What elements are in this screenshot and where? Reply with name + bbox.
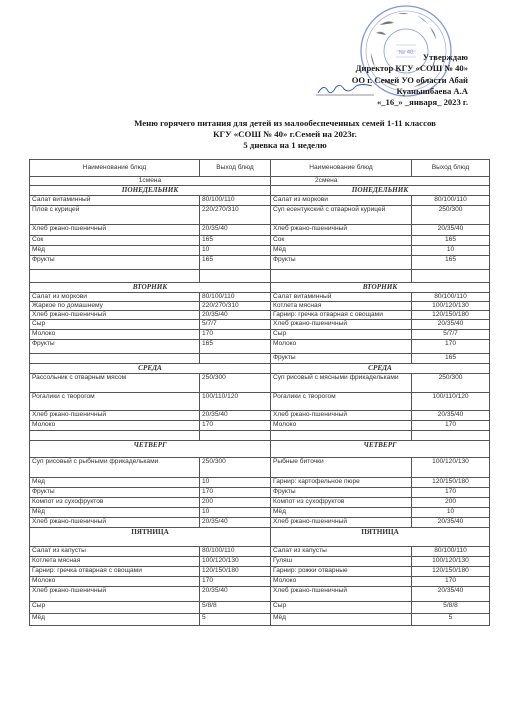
dish-right: Сок — [271, 236, 412, 246]
portion-right: 170 — [412, 421, 490, 431]
day-label-right: СРЕДА — [271, 364, 490, 374]
table-row — [30, 478, 490, 488]
table-row — [30, 354, 490, 364]
dish-left: Жаркое по домашнему — [30, 302, 200, 311]
menu-table — [29, 159, 490, 626]
table-row — [30, 498, 490, 508]
dish-left: Суп рисовый с рыбными фрикадельками — [30, 458, 200, 478]
dish-left — [30, 354, 200, 364]
portion-left: 80/100/110 — [200, 293, 271, 302]
dish-right: Хлеб ржано-пшеничный — [271, 225, 412, 236]
dish-right: Фрукты — [271, 256, 412, 270]
day-label-right: ЧЕТВЕРГ — [271, 441, 490, 458]
portion-right: 250/300 — [412, 374, 490, 393]
table-row — [30, 547, 490, 557]
day-row — [30, 441, 490, 458]
table-row — [30, 393, 490, 411]
dish-right: Суп рисовый с мясными фрикадельками — [271, 374, 412, 393]
dish-left: Мёд — [30, 614, 200, 626]
dish-right: Салат из капусты — [271, 547, 412, 557]
director-name: Куанышбаева А.А — [396, 85, 468, 96]
portion-left: 220/270/310 — [200, 206, 271, 225]
portion-left: 20/35/40 — [200, 518, 271, 528]
portion-left — [200, 354, 271, 364]
dish-right: Мёд — [271, 614, 412, 626]
dish-left: Котлета мясная — [30, 557, 200, 567]
portion-left: 170 — [200, 421, 271, 431]
dish-left: Хлеб ржано-пшеничный — [30, 411, 200, 421]
portion-right: 20/35/40 — [412, 518, 490, 528]
portion-left: 80/100/110 — [200, 547, 271, 557]
portion-left: 165 — [200, 256, 271, 270]
dish-left: Хлеб ржано-пшеничный — [30, 311, 200, 320]
approval-signature-line — [298, 86, 468, 97]
portion-right: 10 — [412, 246, 490, 256]
blank-row — [30, 431, 490, 441]
day-label-left: СРЕДА — [30, 364, 271, 374]
portion-right: 5/8/8 — [412, 602, 490, 614]
blank-row — [30, 270, 490, 283]
dish-left: Молоко — [30, 577, 200, 587]
portion-right: 120/150/180 — [412, 567, 490, 577]
dish-left: Салат из капусты — [30, 547, 200, 557]
approval-line-1: Утверждаю — [422, 52, 468, 62]
portion-right: 20/35/40 — [412, 320, 490, 330]
dish-left: Салат витаминный — [30, 196, 200, 206]
dish-right: Гарнир: гречка отварная с овощами — [271, 311, 412, 320]
menu-table-body — [30, 160, 490, 626]
table-row — [30, 614, 490, 626]
portion-right: 80/100/110 — [412, 196, 490, 206]
table-row — [30, 518, 490, 528]
portion-left: 80/100/110 — [200, 196, 271, 206]
portion-left: 165 — [200, 340, 271, 354]
table-row — [30, 330, 490, 340]
portion-right: 100/120/130 — [412, 557, 490, 567]
blank-cell — [30, 270, 200, 283]
portion-left: 5/8/8 — [200, 602, 271, 614]
dish-left: Фрукты — [30, 488, 200, 498]
dish-left: Фрукты — [30, 340, 200, 354]
dish-left: Гарнир: гречка отварная с овощами — [30, 567, 200, 577]
portion-right: 120/150/180 — [412, 478, 490, 488]
portion-right: 20/35/40 — [412, 225, 490, 236]
table-row — [30, 320, 490, 330]
dish-right: Молоко — [271, 421, 412, 431]
portion-right: 165 — [412, 236, 490, 246]
portion-left: 165 — [200, 236, 271, 246]
dish-left: Мед — [30, 478, 200, 488]
svg-text:№ 40: № 40 — [398, 50, 414, 56]
portion-left: 170 — [200, 488, 271, 498]
dish-left: Сыр — [30, 320, 200, 330]
portion-right: 20/35/40 — [412, 411, 490, 421]
portion-left: 120/150/180 — [200, 567, 271, 577]
day-label-left: ВТОРНИК — [30, 283, 271, 293]
day-row — [30, 528, 490, 547]
dish-left: Рогалики с творогом — [30, 393, 200, 411]
dish-right: Котлета мясная — [271, 302, 412, 311]
approval-line-2: Директор КГУ «СОШ № 40» — [355, 63, 468, 74]
dish-right: Рыбные биточки — [271, 458, 412, 478]
dish-right: Молоко — [271, 577, 412, 587]
document-title — [40, 118, 510, 151]
dish-right: Компот из сухофруктов — [271, 498, 412, 508]
portion-right: 100/110/120 — [412, 393, 490, 411]
header-portion-left: Выход блюд — [200, 160, 271, 177]
dish-left: Сок — [30, 236, 200, 246]
dish-right: Гуляш — [271, 557, 412, 567]
dish-left: Хлеб ржано-пшеничный — [30, 587, 200, 602]
blank-cell — [30, 431, 200, 441]
portion-right: 100/120/130 — [412, 458, 490, 478]
table-row — [30, 488, 490, 498]
dish-left: Плов с курицей — [30, 206, 200, 225]
table-row — [30, 557, 490, 567]
dish-right: Хлеб ржано-пшеничный — [271, 320, 412, 330]
dish-right: Молоко — [271, 340, 412, 354]
portion-right: 20/35/40 — [412, 587, 490, 602]
handwritten-signature — [316, 83, 376, 97]
dish-left: Сыр — [30, 602, 200, 614]
portion-left: 250/300 — [200, 458, 271, 478]
table-row — [30, 302, 490, 311]
table-row — [30, 256, 490, 270]
dish-left: Хлеб ржано-пшеничный — [30, 225, 200, 236]
table-row — [30, 340, 490, 354]
table-row — [30, 587, 490, 602]
table-row — [30, 567, 490, 577]
day-row — [30, 283, 490, 293]
table-row — [30, 293, 490, 302]
dish-right: Фрукты — [271, 354, 412, 364]
dish-right: Гарнир: рожки отварные — [271, 567, 412, 577]
day-row — [30, 364, 490, 374]
table-row — [30, 411, 490, 421]
blank-cell — [412, 431, 490, 441]
table-row — [30, 246, 490, 256]
portion-left: 100/120/130 — [200, 557, 271, 567]
approval-date: «_16_» _января_ 2023 г. — [376, 97, 468, 108]
portion-right: 170 — [412, 340, 490, 354]
portion-right: 200 — [412, 498, 490, 508]
day-label-right: ПЯТНИЦА — [271, 528, 490, 547]
portion-right: 80/100/110 — [412, 293, 490, 302]
portion-left: 20/35/40 — [200, 225, 271, 236]
portion-left: 5/7/7 — [200, 320, 271, 330]
portion-right: 5 — [412, 614, 490, 626]
dish-right: Мёд — [271, 246, 412, 256]
dish-right: Фрукты — [271, 488, 412, 498]
approval-line-3: ОО г. Семей УО области Абай — [351, 74, 468, 85]
table-row — [30, 458, 490, 478]
table-row — [30, 421, 490, 431]
portion-right: 170 — [412, 488, 490, 498]
blank-cell — [271, 270, 412, 283]
header-dish-right: Наименование блюд — [271, 160, 412, 177]
dish-right: Хлеб ржано-пшеничный — [271, 411, 412, 421]
shift-2-label: 2смена — [271, 177, 490, 186]
table-row — [30, 206, 490, 225]
portion-left: 200 — [200, 498, 271, 508]
dish-left: Компот из сухофруктов — [30, 498, 200, 508]
dish-right: Гарнир: картофельное пюре — [271, 478, 412, 488]
header-row — [30, 160, 490, 177]
dish-right: Мёд — [271, 508, 412, 518]
blank-cell — [200, 431, 271, 441]
table-row — [30, 508, 490, 518]
title-line-1: Меню горячего питания для детей из малообеспеченных семей 1-11 классов — [134, 118, 436, 128]
dish-right: Хлеб ржано-пшеничный — [271, 587, 412, 602]
portion-right: 165 — [412, 354, 490, 364]
table-row — [30, 196, 490, 206]
blank-cell — [412, 270, 490, 283]
dish-left: Мёд — [30, 246, 200, 256]
portion-right: 250/300 — [412, 206, 490, 225]
dish-left: Салат из моркови — [30, 293, 200, 302]
day-label-left: ЧЕТВЕРГ — [30, 441, 271, 458]
portion-right: 80/100/110 — [412, 547, 490, 557]
day-label-left: ПОНЕДЕЛЬНИК — [30, 186, 271, 196]
header-dish-left: Наименование блюд — [30, 160, 200, 177]
dish-left: Фрукты — [30, 256, 200, 270]
table-row — [30, 577, 490, 587]
portion-left: 170 — [200, 330, 271, 340]
shift-row — [30, 177, 490, 186]
dish-left: Мёд — [30, 508, 200, 518]
shift-1-label: 1смена — [30, 177, 271, 186]
blank-cell — [271, 431, 412, 441]
dish-right: Сыр — [271, 330, 412, 340]
portion-right: 170 — [412, 577, 490, 587]
portion-left: 10 — [200, 246, 271, 256]
table-row — [30, 374, 490, 393]
dish-right: Салат из моркови — [271, 196, 412, 206]
title-line-3: 5 дневка на 1 неделю — [243, 140, 327, 150]
day-row — [30, 186, 490, 196]
portion-left: 100/110/120 — [200, 393, 271, 411]
table-row — [30, 236, 490, 246]
dish-left: Молоко — [30, 421, 200, 431]
portion-right: 10 — [412, 508, 490, 518]
portion-right: 165 — [412, 256, 490, 270]
portion-right: 100/120/130 — [412, 302, 490, 311]
dish-right: Хлеб ржано-пшеничный — [271, 518, 412, 528]
portion-left: 20/35/40 — [200, 311, 271, 320]
portion-right: 5/7/7 — [412, 330, 490, 340]
dish-right: Рогалики с творогом — [271, 393, 412, 411]
table-row — [30, 311, 490, 320]
portion-right: 120/150/180 — [412, 311, 490, 320]
dish-right: Салат витаминный — [271, 293, 412, 302]
portion-left: 220/270/310 — [200, 302, 271, 311]
header-portion-right: Выход блюд — [412, 160, 490, 177]
approval-block — [298, 52, 468, 108]
portion-left: 20/35/40 — [200, 587, 271, 602]
day-label-right: ВТОРНИК — [271, 283, 490, 293]
portion-left: 10 — [200, 478, 271, 488]
blank-cell — [200, 270, 271, 283]
dish-left: Хлеб ржано-пшеничный — [30, 518, 200, 528]
dish-left: Молоко — [30, 330, 200, 340]
day-label-left: ПЯТНИЦА — [30, 528, 271, 547]
table-row — [30, 602, 490, 614]
day-label-right: ПОНЕДЕЛЬНИК — [271, 186, 490, 196]
portion-left: 10 — [200, 508, 271, 518]
portion-left: 250/300 — [200, 374, 271, 393]
portion-left: 20/35/40 — [200, 411, 271, 421]
portion-left: 5 — [200, 614, 271, 626]
table-row — [30, 225, 490, 236]
dish-left: Рассольник с отварным мясом — [30, 374, 200, 393]
portion-left: 170 — [200, 577, 271, 587]
dish-right: Суп есентукский с отварной курицей — [271, 206, 412, 225]
dish-right: Сыр — [271, 602, 412, 614]
title-line-2: КГУ «СОШ № 40» г.Семей на 2023г. — [213, 129, 357, 139]
